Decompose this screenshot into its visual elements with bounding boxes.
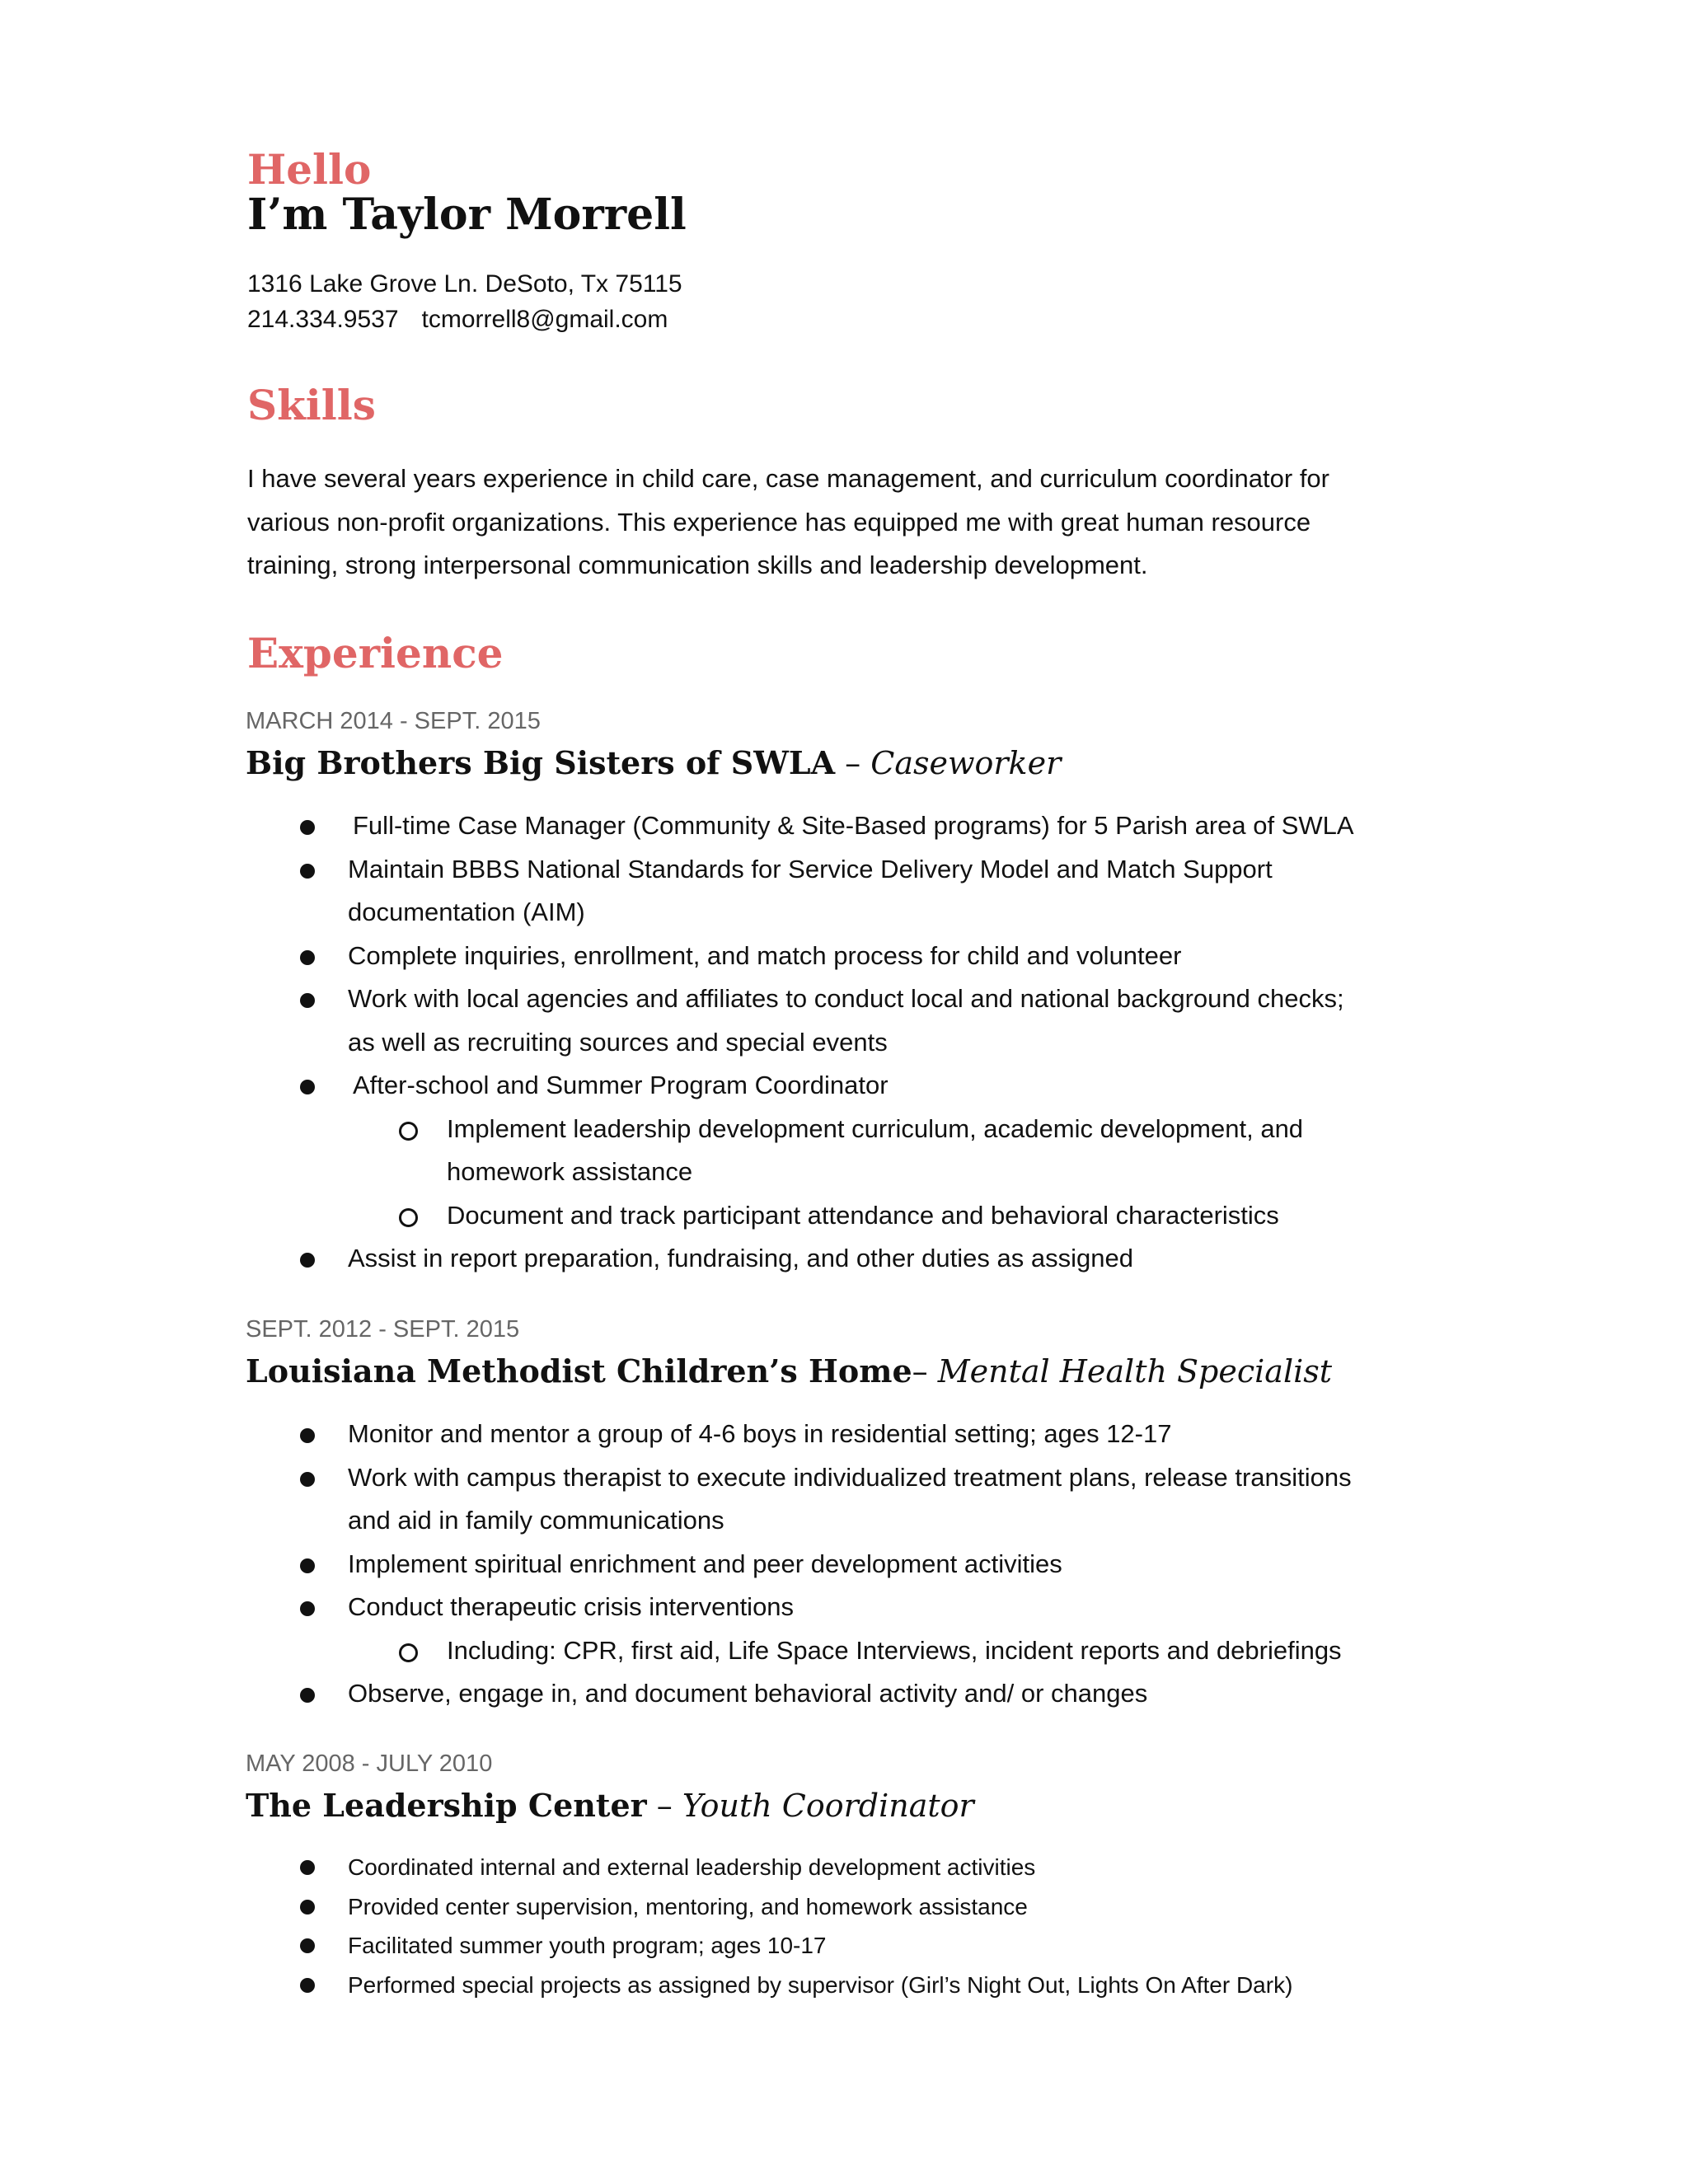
organization-name: Louisiana Methodist Children’s Home — [246, 1352, 912, 1390]
address: 1316 Lake Grove Ln. DeSoto, Tx 75115 — [247, 270, 682, 298]
list-item: Monitor and mentor a group of 4-6 boys in residential setting; ages 12-17 — [247, 1413, 1434, 1456]
job-dates: MARCH 2014 - SEPT. 2015 — [246, 708, 541, 734]
experience-heading: Experience — [247, 629, 504, 677]
list-item: Implement spiritual enrichment and peer development activities — [247, 1543, 1434, 1586]
bullet-icon — [300, 1900, 315, 1915]
sub-list-item: Implement leadership development curriculum, academic development, and homework assistance — [247, 1108, 1434, 1194]
list-item: Observe, engage in, and document behavioral activity and/ or changes — [247, 1672, 1434, 1716]
bullet-icon — [300, 820, 315, 835]
job-bullets — [247, 804, 1451, 1281]
skills-summary: I have several years experience in child care, case management, and curriculum coordinator for various non-profit organizations. This experience has equipped me with great human resource training, strong interpersonal communication skills and leadership development. — [247, 464, 1329, 579]
list-item: Coordinated internal and external leadership development activities — [247, 1848, 1434, 1887]
bullet-icon — [300, 1860, 315, 1875]
job-role: Caseworker — [870, 745, 1062, 781]
contact-info — [247, 303, 668, 336]
bullet-icon — [300, 1558, 315, 1573]
email: tcmorrell8@gmail.com — [421, 306, 668, 333]
organization-name: Big Brothers Big Sisters of SWLA — [246, 744, 836, 781]
list-item: Full-time Case Manager (Community & Site-Based programs) for 5 Parish area of SWLA — [247, 804, 1434, 848]
list-item: Assist in report preparation, fundraising, and other duties as assigned — [247, 1237, 1434, 1281]
job-bullets — [247, 1848, 1451, 2004]
hollow-bullet-icon — [399, 1122, 418, 1141]
organization-name: The Leadership Center — [246, 1787, 647, 1824]
sub-list-item: Including: CPR, first aid, Life Space Interviews, incident reports and debriefings — [247, 1629, 1434, 1673]
title-separator: – — [835, 745, 871, 781]
job-role: Youth Coordinator — [682, 1788, 974, 1824]
job-title — [246, 1786, 974, 1825]
list-item: Provided center supervision, mentoring, and homework assistance — [247, 1887, 1434, 1927]
bullet-icon — [300, 950, 315, 965]
hollow-bullet-icon — [399, 1208, 418, 1227]
candidate-name: I’m Taylor Morrell — [247, 190, 687, 240]
bullet-icon — [300, 864, 315, 879]
bullet-icon — [300, 1080, 315, 1094]
bullet-icon — [300, 1253, 315, 1268]
list-item: Work with campus therapist to execute individualized treatment plans, release transitions and aid in family communications — [247, 1456, 1434, 1543]
skills-heading: Skills — [247, 381, 376, 429]
job-title — [246, 743, 1061, 783]
bullet-icon — [300, 1978, 315, 1993]
list-item: Conduct therapeutic crisis interventions — [247, 1586, 1434, 1629]
bullet-icon — [300, 1601, 315, 1616]
bullet-icon — [300, 1938, 315, 1953]
job-dates: MAY 2008 - JULY 2010 — [246, 1750, 493, 1777]
list-item: Work with local agencies and affiliates to conduct local and national background checks; as well as recruiting sources and special events — [247, 977, 1434, 1064]
job-bullets — [247, 1413, 1451, 1716]
phone: 214.334.9537 — [247, 306, 399, 333]
greeting: Hello — [247, 145, 372, 194]
bullet-icon — [300, 1688, 315, 1703]
list-item: Complete inquiries, enrollment, and match process for child and volunteer — [247, 935, 1434, 978]
list-item: Maintain BBBS National Standards for Service Delivery Model and Match Support documentation (AIM) — [247, 848, 1434, 935]
job-dates: SEPT. 2012 - SEPT. 2015 — [246, 1316, 520, 1343]
list-item: After-school and Summer Program Coordinator — [247, 1064, 1434, 1108]
title-separator: – — [646, 1788, 682, 1824]
job-title — [246, 1352, 1332, 1391]
list-item: Facilitated summer youth program; ages 10-17 — [247, 1926, 1434, 1966]
title-separator: – — [912, 1353, 938, 1390]
list-item: Performed special projects as assigned by supervisor (Girl’s Night Out, Lights On After Dark) — [247, 1966, 1434, 2005]
job-role: Mental Health Specialist — [937, 1353, 1333, 1390]
bullet-icon — [300, 993, 315, 1008]
bullet-icon — [300, 1472, 315, 1487]
hollow-bullet-icon — [399, 1643, 418, 1662]
sub-list-item: Document and track participant attendance and behavioral characteristics — [247, 1194, 1434, 1238]
bullet-icon — [300, 1428, 315, 1443]
